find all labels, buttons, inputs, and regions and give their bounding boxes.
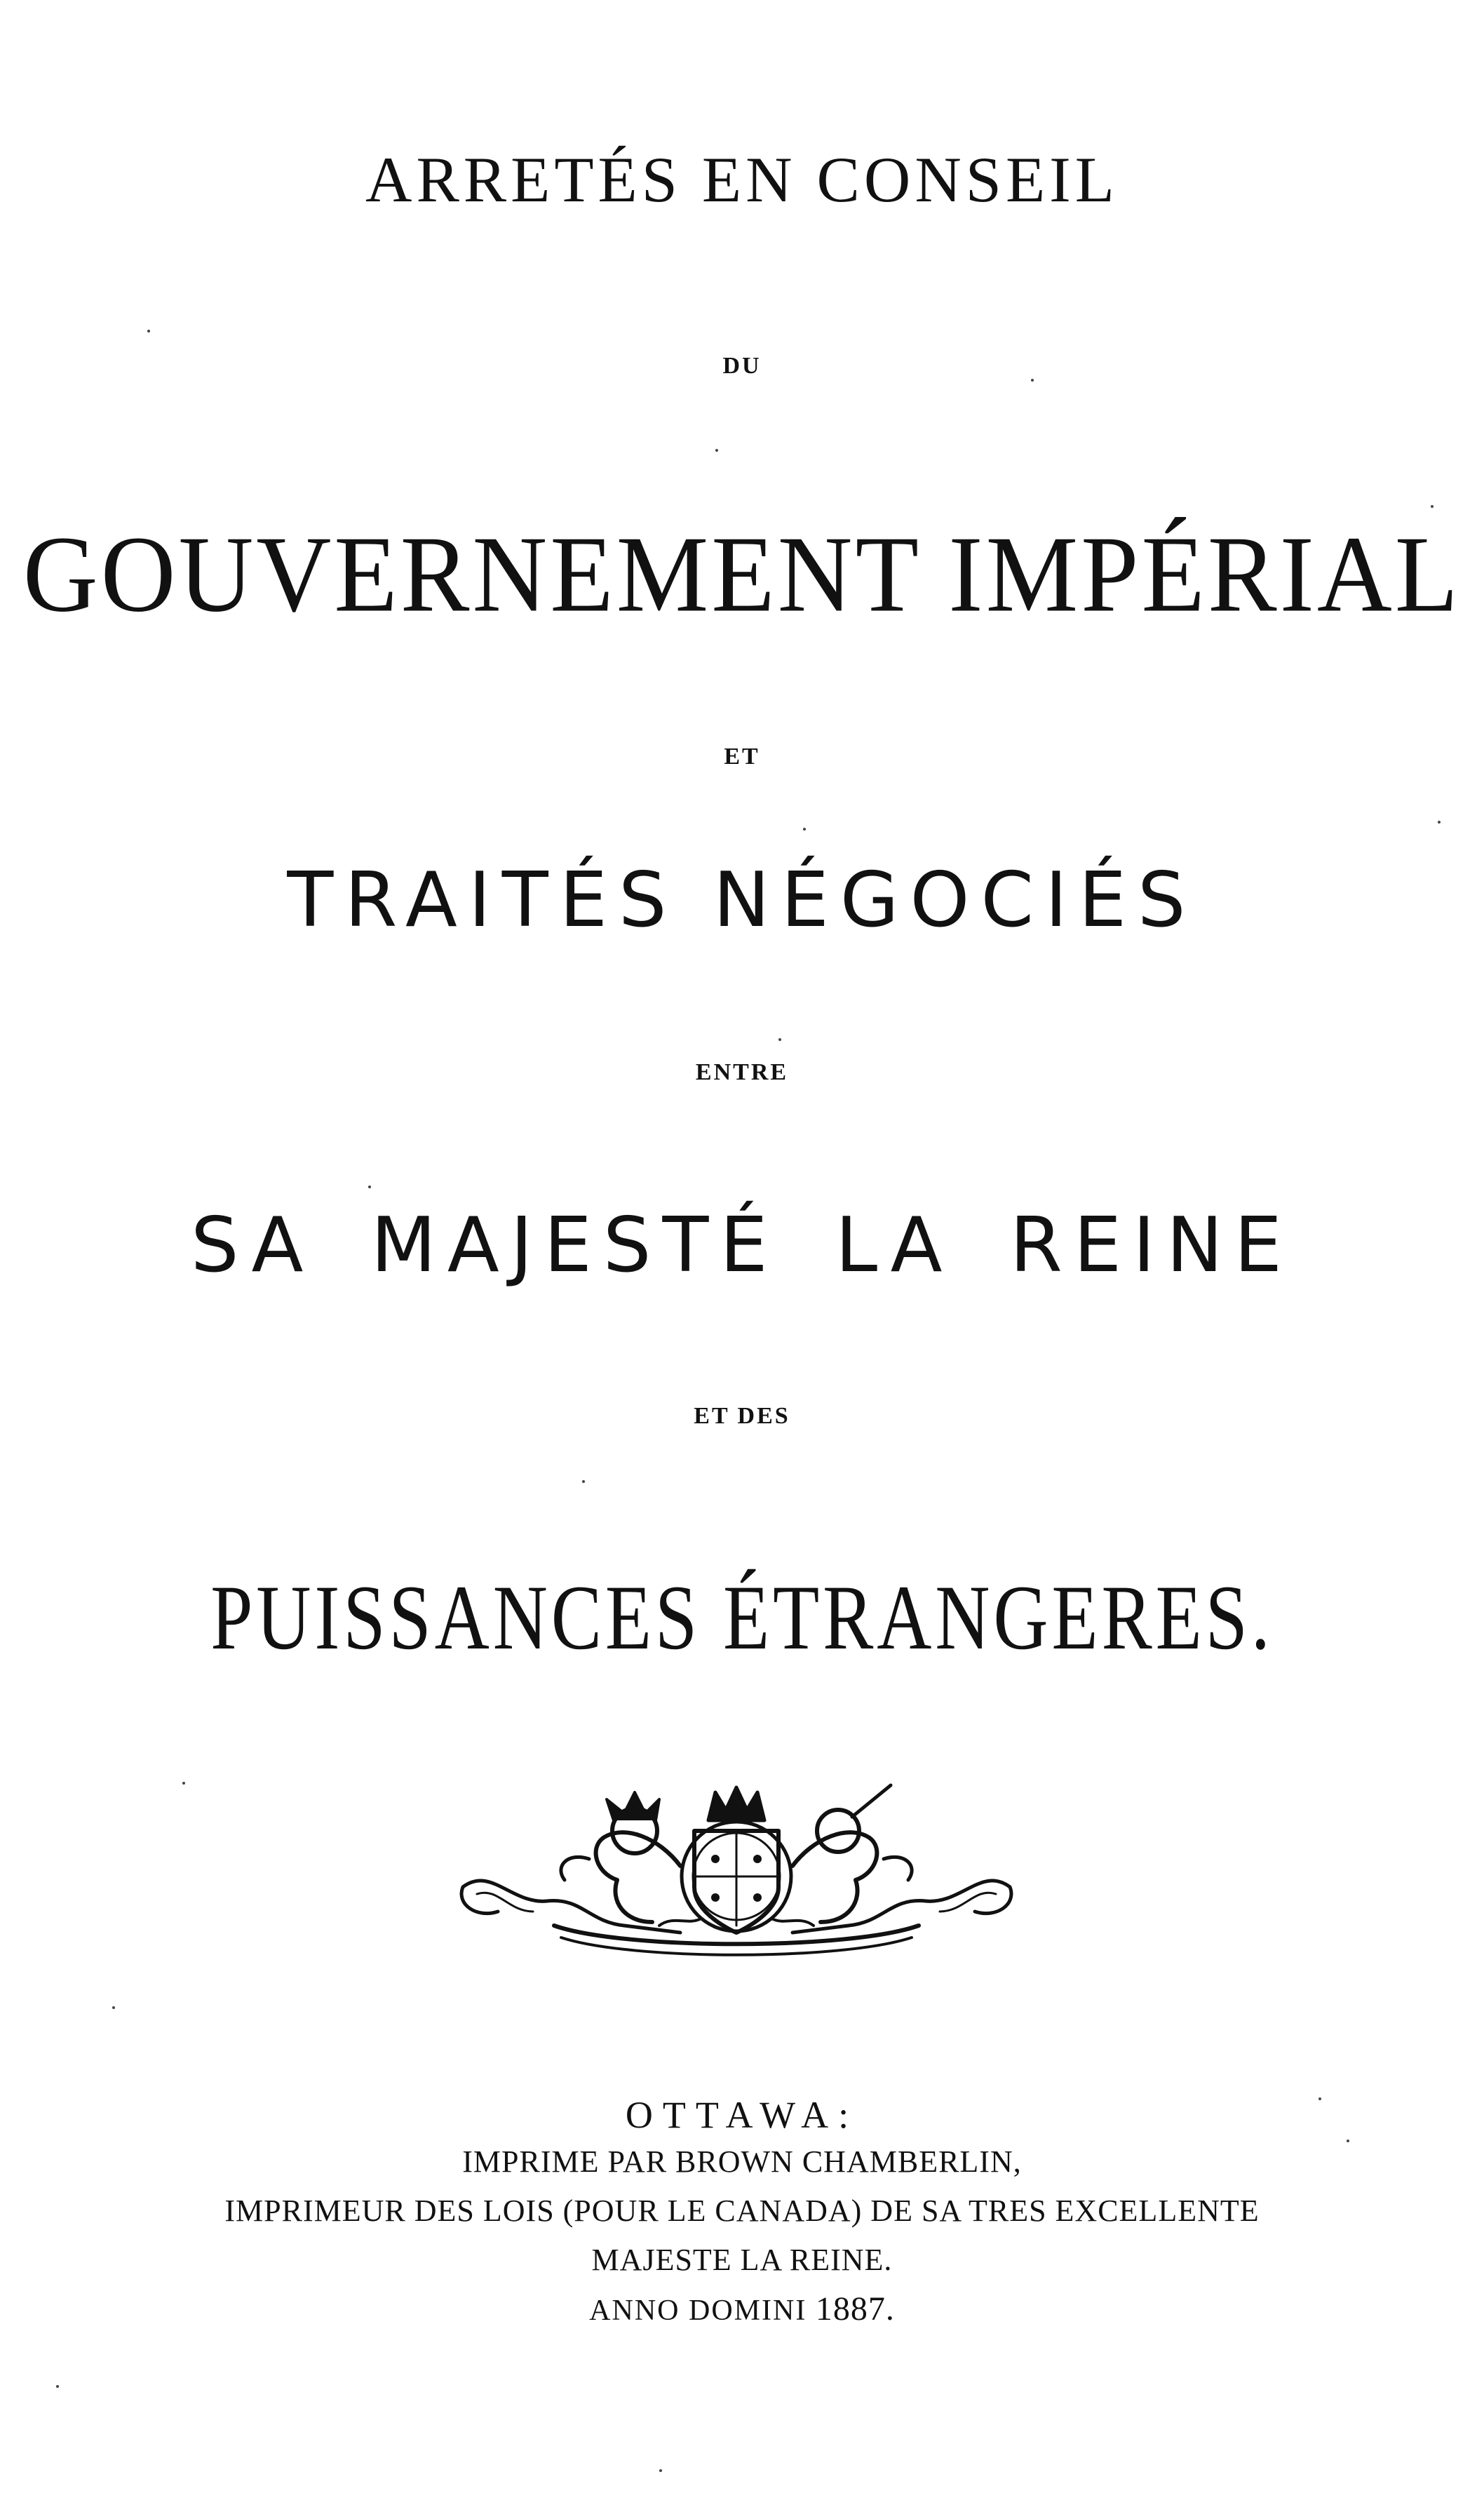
print-speck <box>715 449 718 452</box>
imprint-majesty: MAJESTE LA REINE. <box>591 2243 893 2277</box>
print-speck <box>1431 505 1434 508</box>
print-speck <box>147 330 150 333</box>
imprint-city: OTTAWA: <box>625 2094 859 2136</box>
print-speck <box>659 2469 662 2472</box>
print-speck <box>112 2006 115 2009</box>
print-speck <box>582 1480 585 1483</box>
print-speck <box>1318 2097 1321 2100</box>
title-connector-et: ET <box>724 744 760 770</box>
imprint-date <box>0 2292 1484 2326</box>
title-connector-du: DU <box>722 353 762 379</box>
title-line-majeste: SA MAJESTÉ LA REINE <box>190 1202 1294 1289</box>
print-speck <box>803 828 806 831</box>
imprint-printer: IMPRIME PAR BROWN CHAMBERLIN, <box>462 2144 1022 2179</box>
imprint-office: IMPRIMEUR DES LOIS (POUR LE CANADA) DE SA TRES EXCELLENTE <box>224 2194 1260 2228</box>
title-line-arretes: ARRETÉS EN CONSEIL <box>365 144 1119 215</box>
print-speck <box>182 1782 185 1785</box>
title-line-traites: TRAITÉS NÉGOCIÉS <box>287 857 1197 944</box>
print-speck <box>778 1038 781 1041</box>
imprint-anno-domini: ANNO DOMINI <box>589 2295 807 2327</box>
print-speck <box>1438 821 1441 824</box>
imprint-year: 1887. <box>815 2290 895 2328</box>
print-speck <box>1031 379 1034 382</box>
royal-coat-of-arms-icon <box>449 1782 1024 1964</box>
print-speck <box>1347 2140 1349 2142</box>
title-connector-entre: ENTRE <box>695 1059 789 1085</box>
title-line-puissances: PUISSANCES ÉTRANGERES. <box>210 1566 1274 1669</box>
title-line-gouvernement: GOUVERNEMENT IMPÉRIAL <box>22 513 1462 636</box>
print-speck <box>368 1186 371 1188</box>
print-speck <box>56 2385 59 2388</box>
title-connector-et-des: ET DES <box>694 1403 790 1429</box>
